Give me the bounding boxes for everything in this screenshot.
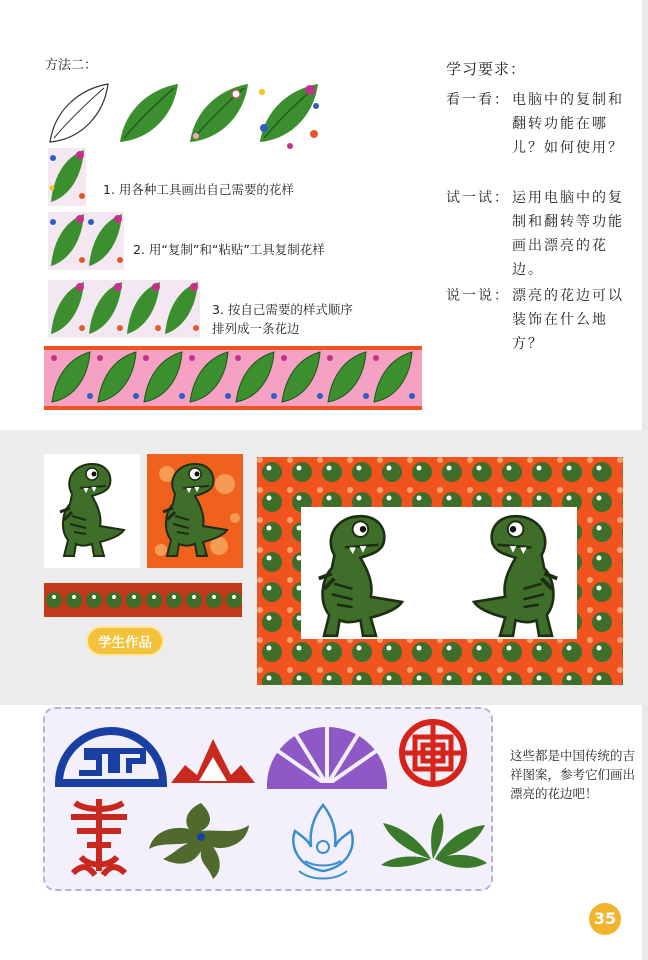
- step3-leaf-tiles: [48, 280, 200, 338]
- requirement-say-text: 漂亮的花边可以装饰在什么地方？: [512, 288, 624, 352]
- requirement-look: [446, 88, 636, 160]
- requirements-title: 学习要求：: [446, 60, 527, 78]
- leaf-decorated: [259, 84, 319, 149]
- requirement-look-label: 看一看：: [446, 92, 510, 108]
- motifs-panel: [43, 707, 493, 891]
- leaf-green: [120, 84, 178, 142]
- leaf-outline: [50, 84, 108, 142]
- leaf-drawing-steps: [44, 80, 324, 150]
- method-title: 方法二：: [45, 58, 98, 73]
- red-crown-motif-icon: [171, 739, 255, 783]
- step-2-text: 2. 用“复制”和“粘贴”工具复制花样: [133, 242, 325, 257]
- dino-on-orange: [147, 454, 243, 568]
- red-knot-motif-icon: [402, 722, 464, 784]
- leaf-border-strip: [44, 346, 422, 410]
- requirement-try-label: 试一试：: [446, 190, 510, 206]
- requirement-say: [446, 284, 636, 356]
- step-1-text: 1. 用各种工具画出自己需要的花样: [103, 182, 294, 197]
- requirement-say-label: 说一说：: [446, 288, 510, 304]
- requirement-try-text: 运用电脑中的复制和翻转等功能画出漂亮的花边。: [512, 190, 624, 278]
- red-shou-motif-icon: [71, 799, 127, 875]
- dino-framed-artwork: [257, 457, 623, 685]
- motifs-caption: 这些都是中国传统的吉祥图案，参考它们画出漂亮的花边吧！: [510, 748, 636, 801]
- student-work-badge: 学生作品: [88, 628, 162, 654]
- leaf-with-dots: [190, 84, 248, 142]
- page-number: 35: [589, 903, 621, 935]
- tile-b: [86, 212, 124, 270]
- step-3-line-2: 排列成一条花边: [212, 321, 300, 336]
- purple-flower-motif-icon: [267, 727, 387, 789]
- requirement-try: [446, 186, 636, 282]
- step1-leaf-tile: [48, 148, 86, 206]
- tile-a: [48, 212, 86, 270]
- blue-lotus-motif-icon: [293, 805, 352, 879]
- requirement-look-text: 电脑中的复制和翻转功能在哪儿？如何使用？: [512, 92, 624, 156]
- green-scroll-motif-icon: [149, 803, 249, 879]
- step2-leaf-tiles: [48, 212, 124, 270]
- step-3-line-1: 3. 按自己需要的样式顺序: [212, 302, 353, 317]
- blue-semicircle-motif-icon: [59, 731, 163, 783]
- dino-drawing: [44, 454, 140, 568]
- step-3-text: [212, 300, 353, 338]
- motifs-grid: [45, 709, 491, 889]
- green-bamboo-motif-icon: [381, 813, 487, 868]
- dino-border-strip: [44, 583, 242, 617]
